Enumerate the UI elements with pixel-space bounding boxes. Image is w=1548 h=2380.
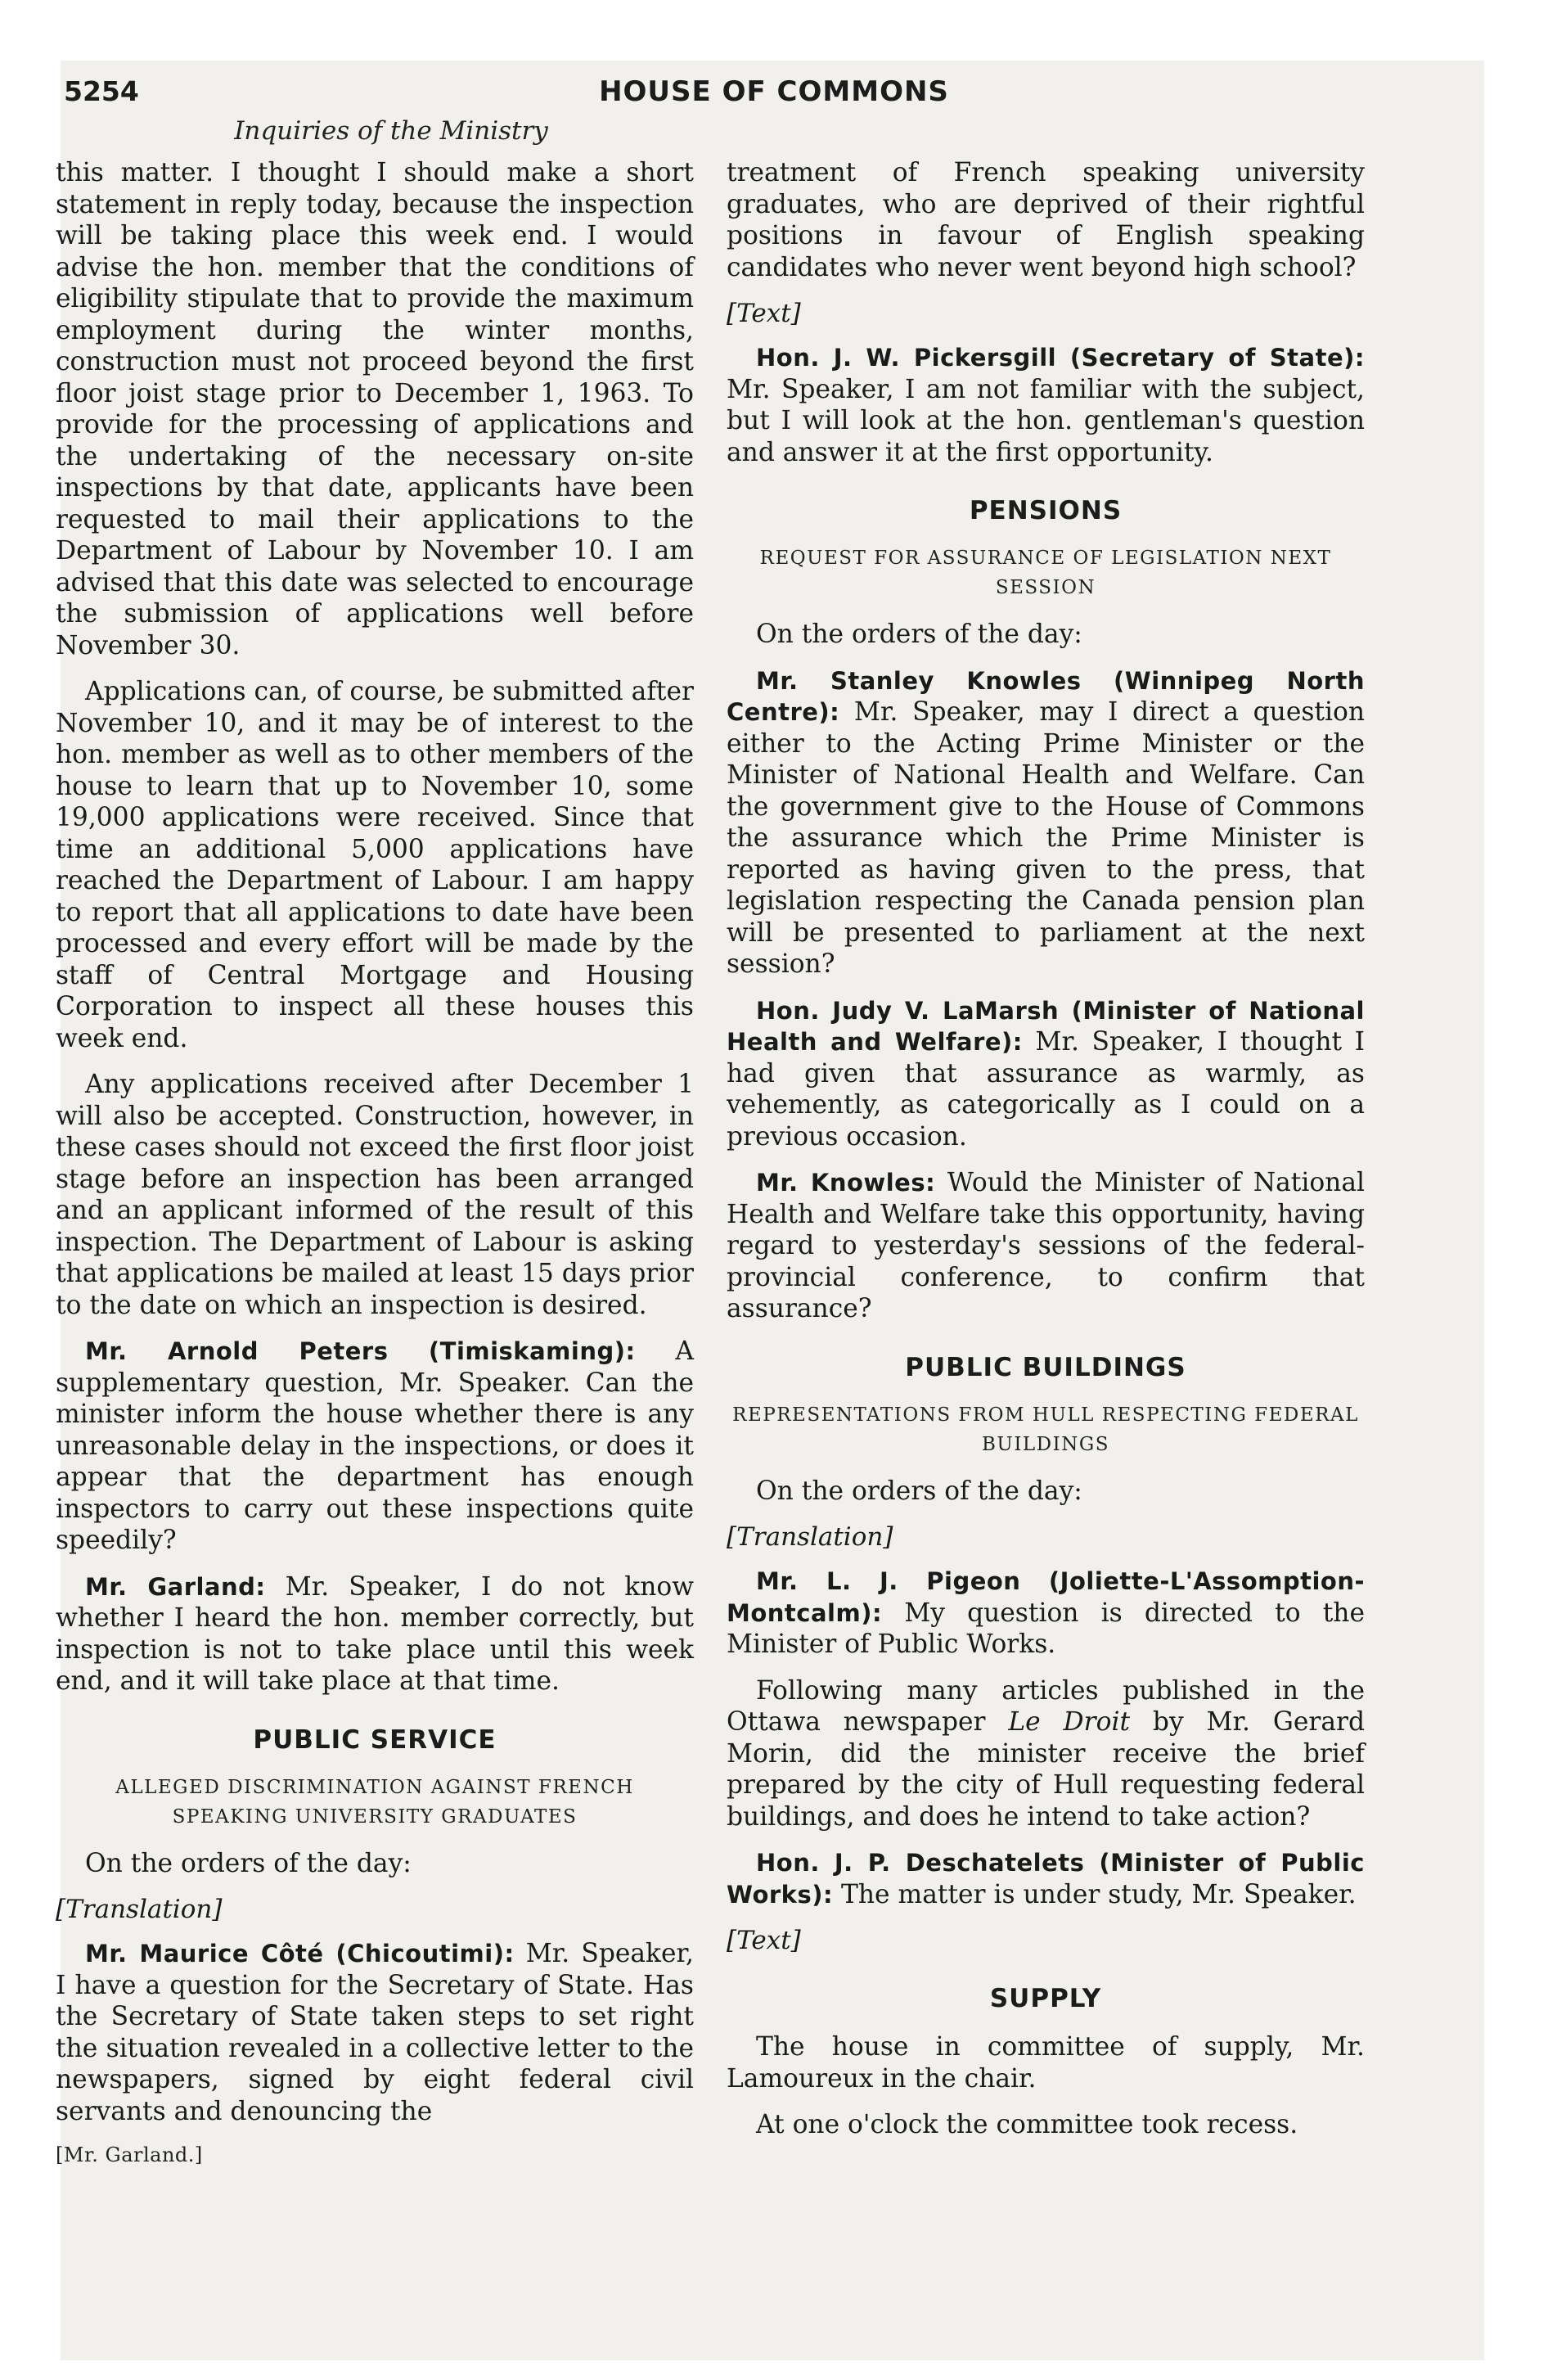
- speech-paragraph: [56, 1336, 694, 1557]
- running-head: Inquiries of the Ministry: [234, 116, 548, 146]
- section-subheading: REPRESENTATIONS FROM HULL RESPECTING FEDERAL BUILDINGS: [732, 1404, 1359, 1455]
- paragraph: The house in committee of supply, Mr. Lamoureux in the chair.: [727, 2032, 1365, 2094]
- speech-text: My question is directed to the Minister of Public Works.: [727, 1598, 1365, 1659]
- speech-text: The matter is under study, Mr. Speaker.: [833, 1879, 1357, 1909]
- speaker-name: Mr. Maurice Côté (Chicoutimi):: [85, 1940, 515, 1968]
- orders-of-day: On the orders of the day:: [756, 1476, 1082, 1506]
- speaker-name: Mr. L. J. Pigeon (Joliette-L'Assomption-Montcalm):: [727, 1567, 1365, 1627]
- speech-paragraph: [727, 1167, 1365, 1325]
- speech-paragraph: [727, 665, 1365, 980]
- speaker-name: Hon. J. P. Deschatelets (Minister of Public Works):: [727, 1849, 1365, 1909]
- newspaper-title: Le Droit: [1008, 1707, 1131, 1737]
- speech-paragraph: [727, 1566, 1365, 1661]
- text-tag: [Text]: [727, 1926, 801, 1955]
- speech-text: Mr. Speaker, I am not familiar with the subject, but I will look at the hon. gentleman's question and answer it at the first opportunity.: [727, 374, 1365, 467]
- text-run: Following many articles published in the Ottawa newspaper: [727, 1675, 1365, 1737]
- translation-tag: [Translation]: [56, 1895, 223, 1924]
- speaker-name: Mr. Arnold Peters (Timiskaming):: [85, 1337, 636, 1365]
- section-heading: PUBLIC SERVICE: [253, 1724, 497, 1755]
- speech-text: Mr. Speaker, may I direct a question either to the Acting Prime Minister or the Minister of National Health and Welfare. Can the government give to the House of Commons the assurance which the Prime Minister is reported as having given to the press, that legislation respecting the Canada pension plan will be presented to parliament at the next session?: [727, 697, 1365, 979]
- orders-of-day: On the orders of the day:: [756, 620, 1082, 649]
- footnote-speaker: [Mr. Garland.]: [56, 2143, 203, 2166]
- speaker-name: Mr. Stanley Knowles (Winnipeg North Centre):: [727, 666, 1365, 726]
- translation-tag: [Translation]: [727, 1522, 893, 1552]
- page-header: [0, 75, 1548, 116]
- orders-of-day: On the orders of the day:: [85, 1848, 412, 1878]
- section-subheading: REQUEST FOR ASSURANCE OF LEGISLATION NEXT SESSION: [759, 548, 1332, 598]
- speech-text: Mr. Speaker, I thought I had given that assurance as warmly, as vehemently, as categorically as I could on a previous occasion.: [727, 1027, 1365, 1152]
- paragraph: this matter. I thought I should make a short statement in reply today, because the inspection will be taking place this week end. I would advise the hon. member that the conditions of eligibility stipulate that to provide the maximum employment during the winter months, construction must not proceed beyond the first floor joist stage prior to December 1, 1963. To provide for the processing of applications and the undertaking of the necessary on-site inspections by that date, applicants have been requested to mail their applications to the Department of Labour by November 10. I am advised that this date was selected to encourage the submission of applications well before November 30.: [56, 158, 694, 660]
- page-title: HOUSE OF COMMONS: [599, 75, 949, 108]
- speaker-name: Mr. Knowles:: [756, 1169, 936, 1197]
- section-heading: PUBLIC BUILDINGS: [905, 1352, 1186, 1382]
- section-heading: PENSIONS: [969, 496, 1123, 525]
- section-heading: SUPPLY: [989, 1984, 1102, 2013]
- paragraph: Applications can, of course, be submitted after November 10, and it may be of interest to the hon. member as well as to other members of the house to learn that up to November 10, some 19,000 applications were received. Since that time an additional 5,000 applications have reached the Department of Labour. I am happy to report that all applications to date have been processed and every effort will be made by the staff of Central Mortgage and Housing Corporation to inspect all these houses this week end.: [56, 677, 694, 1053]
- paragraph: At one o'clock the committee took recess.: [756, 2110, 1298, 2139]
- speaker-name: Mr. Garland:: [85, 1572, 266, 1601]
- speaker-name: Hon. Judy V. LaMarsh (Minister of National Health and Welfare):: [727, 996, 1365, 1056]
- speech-text: Mr. Speaker, I do not know whether I heard the hon. member correctly, but inspection is not to take place until this week end, and it will take place at that time.: [56, 1571, 694, 1696]
- speech-text: Would the Minister of National Health and Welfare take this opportunity, having regard to yesterday's sessions of the federal-provincial conference, to confirm that assurance?: [727, 1168, 1365, 1323]
- speaker-name: Hon. J. W. Pickersgill (Secretary of State):: [756, 344, 1365, 372]
- speech-text: Mr. Speaker, I have a question for the Secretary of State. Has the Secretary of State taken steps to set right the situation revealed in a collective letter to the newspapers, signed by eight federal civil servants and denouncing the: [56, 1939, 694, 2126]
- text-run: by Mr. Gerard Morin, did the minister receive the brief prepared by the city of Hull requesting federal buildings, and does he intend to take action?: [727, 1707, 1365, 1832]
- right-column: [727, 157, 1365, 2156]
- paragraph: [727, 1675, 1365, 1833]
- page-number: 5254: [64, 75, 139, 107]
- speech-paragraph: [727, 995, 1365, 1153]
- section-subheading: ALLEGED DISCRIMINATION AGAINST FRENCH SPEAKING UNIVERSITY GRADUATES: [115, 1776, 634, 1828]
- speech-paragraph: [727, 1847, 1365, 1910]
- speech-paragraph: [56, 1571, 694, 1697]
- speech-paragraph: [56, 1938, 694, 2127]
- paragraph: treatment of French speaking university graduates, who are deprived of their rightful positions in favour of English speaking candidates who never went beyond high school?: [727, 158, 1365, 282]
- left-column: [56, 157, 694, 2166]
- speech-text: A supplementary question, Mr. Speaker. Can the minister inform the house whether there is any unreasonable delay in the inspections, or does it appear that the department has enough inspectors to carry out these inspections quite speedily?: [56, 1336, 694, 1555]
- paragraph: Any applications received after December 1 will also be accepted. Construction, however, in these cases should not exceed the first floor joist stage before an inspection has been arranged and an applicant informed of the result of this inspection. The Department of Labour is asking that applications be mailed at least 15 days prior to the date on which an inspection is desired.: [56, 1070, 694, 1320]
- speech-paragraph: [727, 342, 1365, 468]
- text-tag: [Text]: [727, 299, 801, 328]
